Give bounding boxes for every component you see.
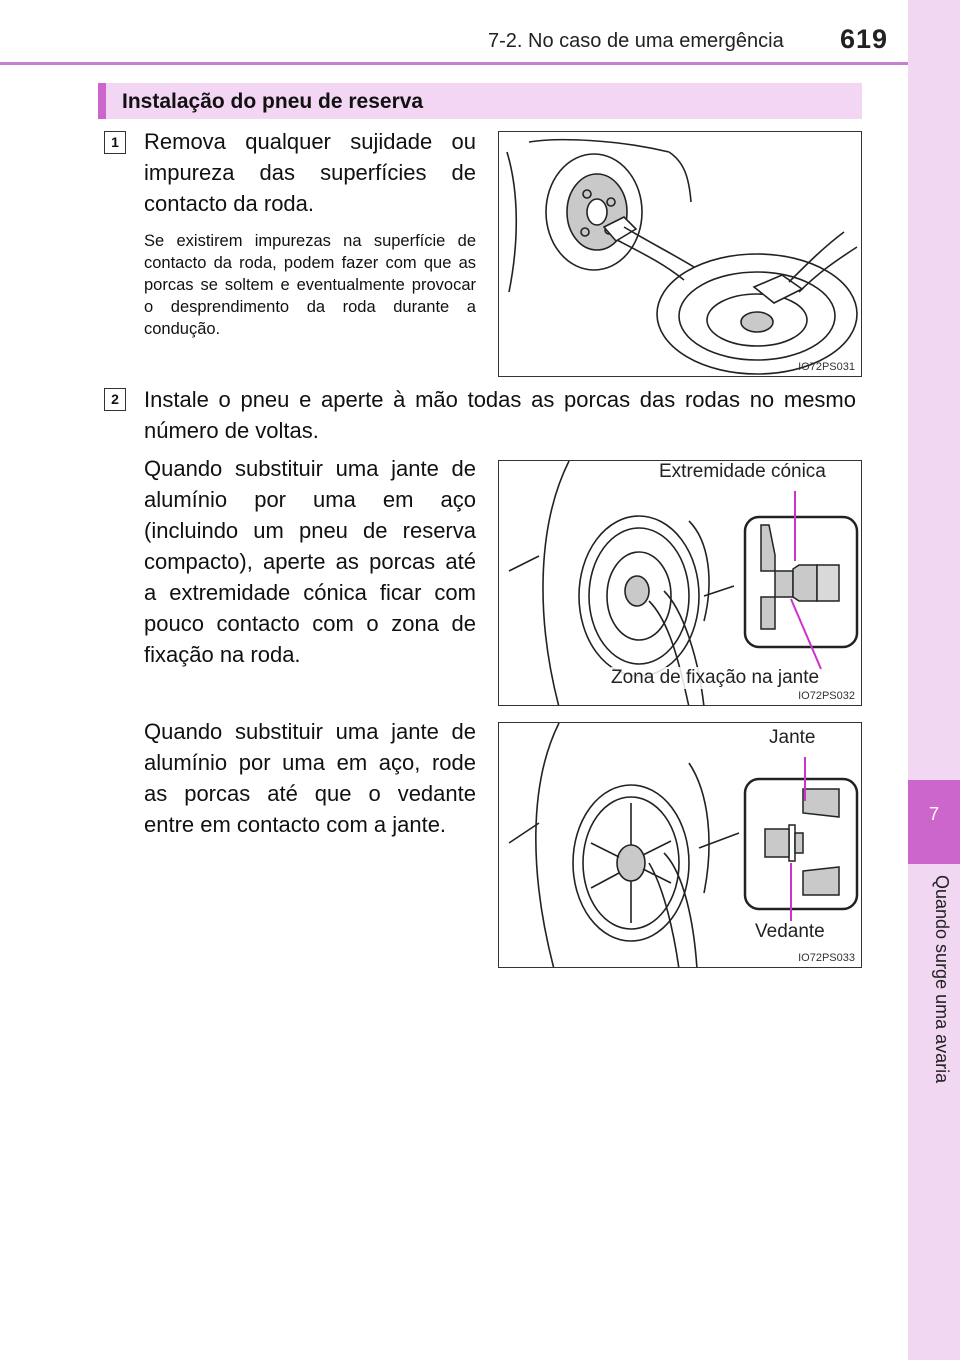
figure-code: IO72PS031: [798, 361, 855, 373]
section-title: Instalação do pneu de reserva: [122, 90, 424, 113]
step-1-note: Se existirem impurezas na superfície de contacto da roda, podem fazer com que as porcas se soltem e eventualmente provocar o desprendimento da roda durante a condução.: [144, 232, 476, 338]
label-conical-end: Extremidade cónica: [659, 461, 826, 482]
step-badge-2: 2: [104, 388, 126, 411]
figure-washer-nut: [498, 722, 862, 968]
label-rim: Jante: [769, 727, 816, 748]
header-divider: [0, 62, 908, 65]
chapter-side-tab: [908, 0, 960, 1360]
figure-code: IO72PS033: [798, 952, 855, 964]
step-1-text: Remova qualquer sujidade ou impureza das superfícies de contacto da roda.: [144, 129, 476, 216]
figure-code: IO72PS032: [798, 690, 855, 702]
label-seat-zone: Zona de fixação na jante: [611, 667, 820, 688]
clean-wheel-illustration: [499, 132, 862, 377]
step-2-sub-a: Quando substituir uma jante de alumínio por uma em aço (incluindo um pneu de reserva compacto), aperte as porcas até a extremidade cónica ficar com pouco contacto com o zona de fixação na roda.: [144, 456, 476, 667]
chapter-title: Quando surge uma avaria: [932, 875, 952, 1084]
section-title-bar: [98, 83, 862, 119]
step-badge-1: 1: [104, 131, 126, 154]
step-2-text: Instale o pneu e aperte à mão todas as porcas das rodas no mesmo número de voltas.: [144, 387, 856, 443]
page-number: 619: [840, 24, 889, 54]
figure-clean-wheel: [498, 131, 862, 377]
running-head: 7-2. No caso de uma emergência: [488, 30, 784, 52]
figure-conical-nut: [498, 460, 862, 706]
chapter-number: 7: [928, 804, 939, 824]
label-washer: Vedante: [755, 921, 825, 942]
step-2-sub-b: Quando substituir uma jante de alumínio por uma em aço, rode as porcas até que o vedante entre em contacto com a jante.: [144, 719, 476, 837]
